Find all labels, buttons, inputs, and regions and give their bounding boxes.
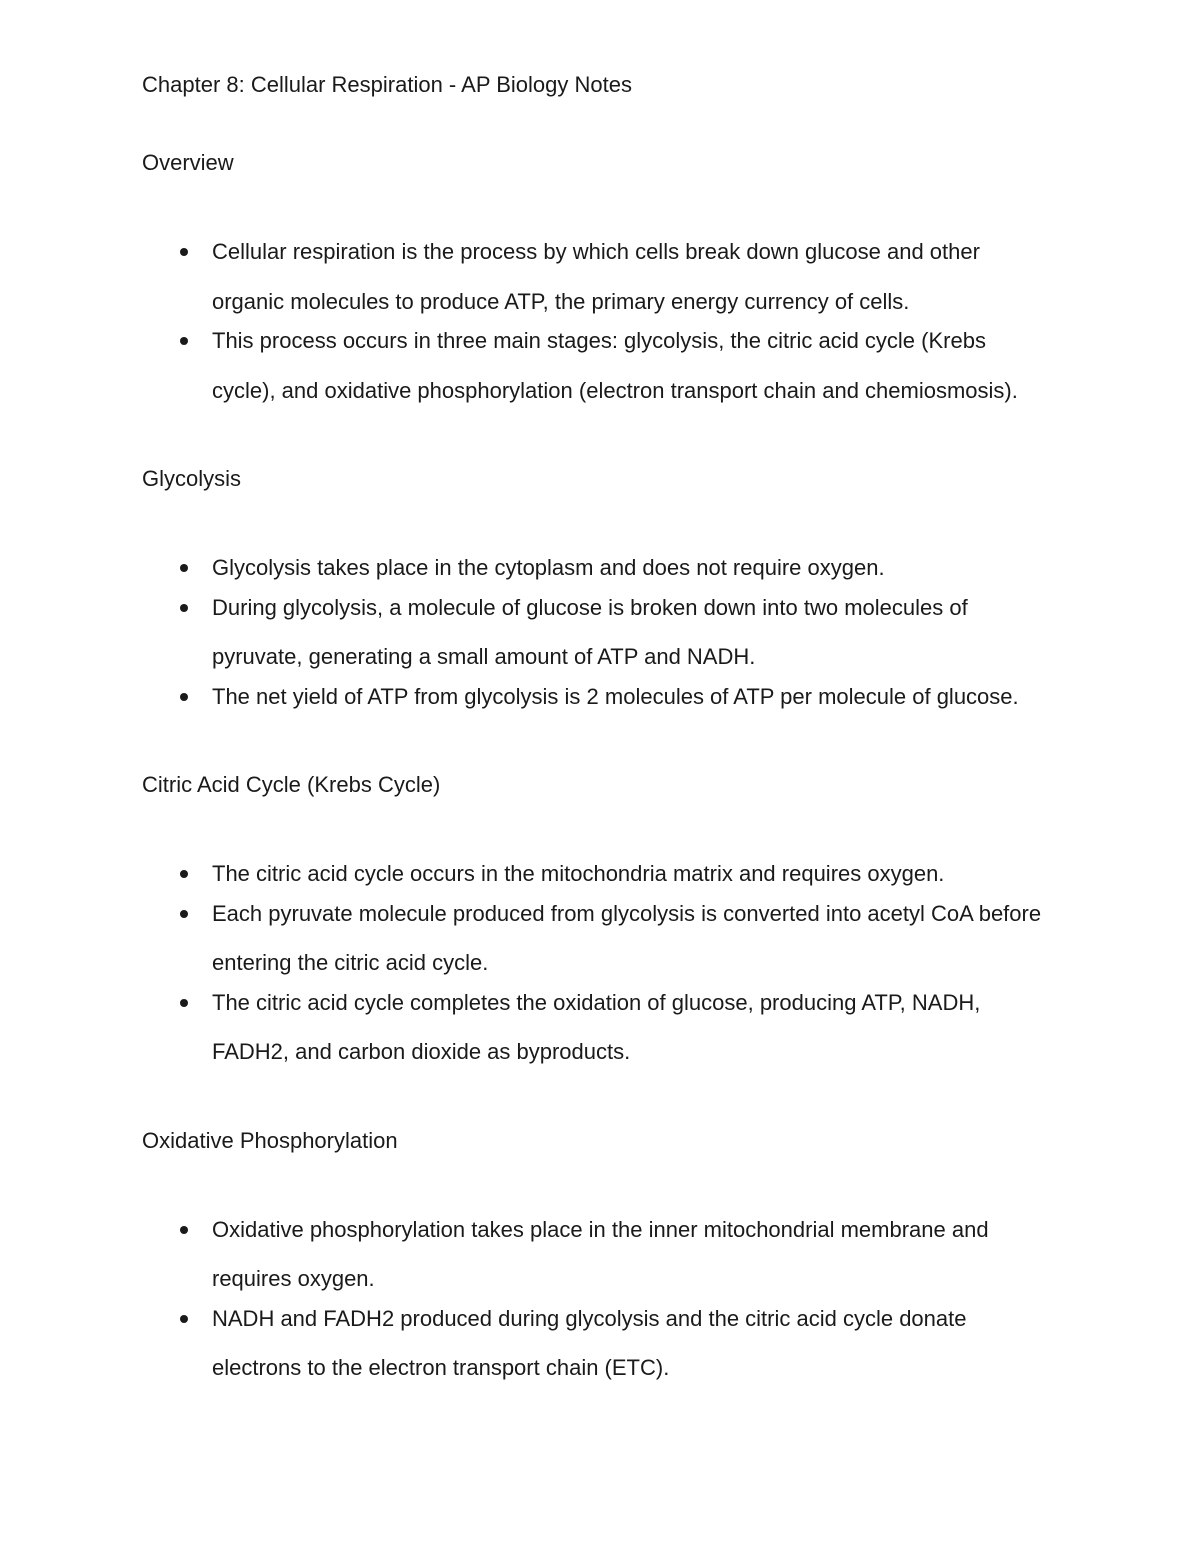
- section-heading-glycolysis: Glycolysis: [142, 466, 242, 491]
- bullet-list-oxidative-phosphorylation: [142, 1205, 1050, 1393]
- list-item: The net yield of ATP from glycolysis is 2 molecules of ATP per molecule of glucose.: [142, 672, 1050, 722]
- section-heading-overview: Overview: [142, 150, 234, 175]
- section-heading-oxidative-phosphorylation: Oxidative Phosphorylation: [142, 1127, 398, 1153]
- bullet-list-glycolysis: [142, 543, 1050, 721]
- list-item: Cellular respiration is the process by which cells break down glucose and other organic molecules to produce ATP, the primary energy currency of cells.: [142, 227, 1050, 326]
- bullet-list-citric-acid-cycle: [142, 849, 1050, 1077]
- list-item: The citric acid cycle occurs in the mitochondria matrix and requires oxygen.: [142, 849, 1050, 899]
- list-item: Each pyruvate molecule produced from glycolysis is converted into acetyl CoA before entering the citric acid cycle.: [142, 889, 1050, 988]
- bullet-list-overview: [142, 227, 1050, 415]
- list-item: The citric acid cycle completes the oxidation of glucose, producing ATP, NADH, FADH2, and carbon dioxide as byproducts.: [142, 978, 1050, 1077]
- section-heading-citric-acid-cycle: Citric Acid Cycle (Krebs Cycle): [142, 772, 441, 797]
- list-item: Oxidative phosphorylation takes place in the inner mitochondrial membrane and requires oxygen.: [142, 1205, 1050, 1304]
- document-title: Chapter 8: Cellular Respiration - AP Biology Notes: [142, 72, 632, 97]
- list-item: Glycolysis takes place in the cytoplasm and does not require oxygen.: [142, 543, 1050, 593]
- list-item: NADH and FADH2 produced during glycolysis and the citric acid cycle donate electrons to the electron transport chain (ETC).: [142, 1294, 1050, 1393]
- list-item: During glycolysis, a molecule of glucose is broken down into two molecules of pyruvate, generating a small amount of ATP and NADH.: [142, 583, 1050, 682]
- list-item: This process occurs in three main stages: glycolysis, the citric acid cycle (Krebs cycle), and oxidative phosphorylation (electron transport chain and chemiosmosis).: [142, 316, 1050, 415]
